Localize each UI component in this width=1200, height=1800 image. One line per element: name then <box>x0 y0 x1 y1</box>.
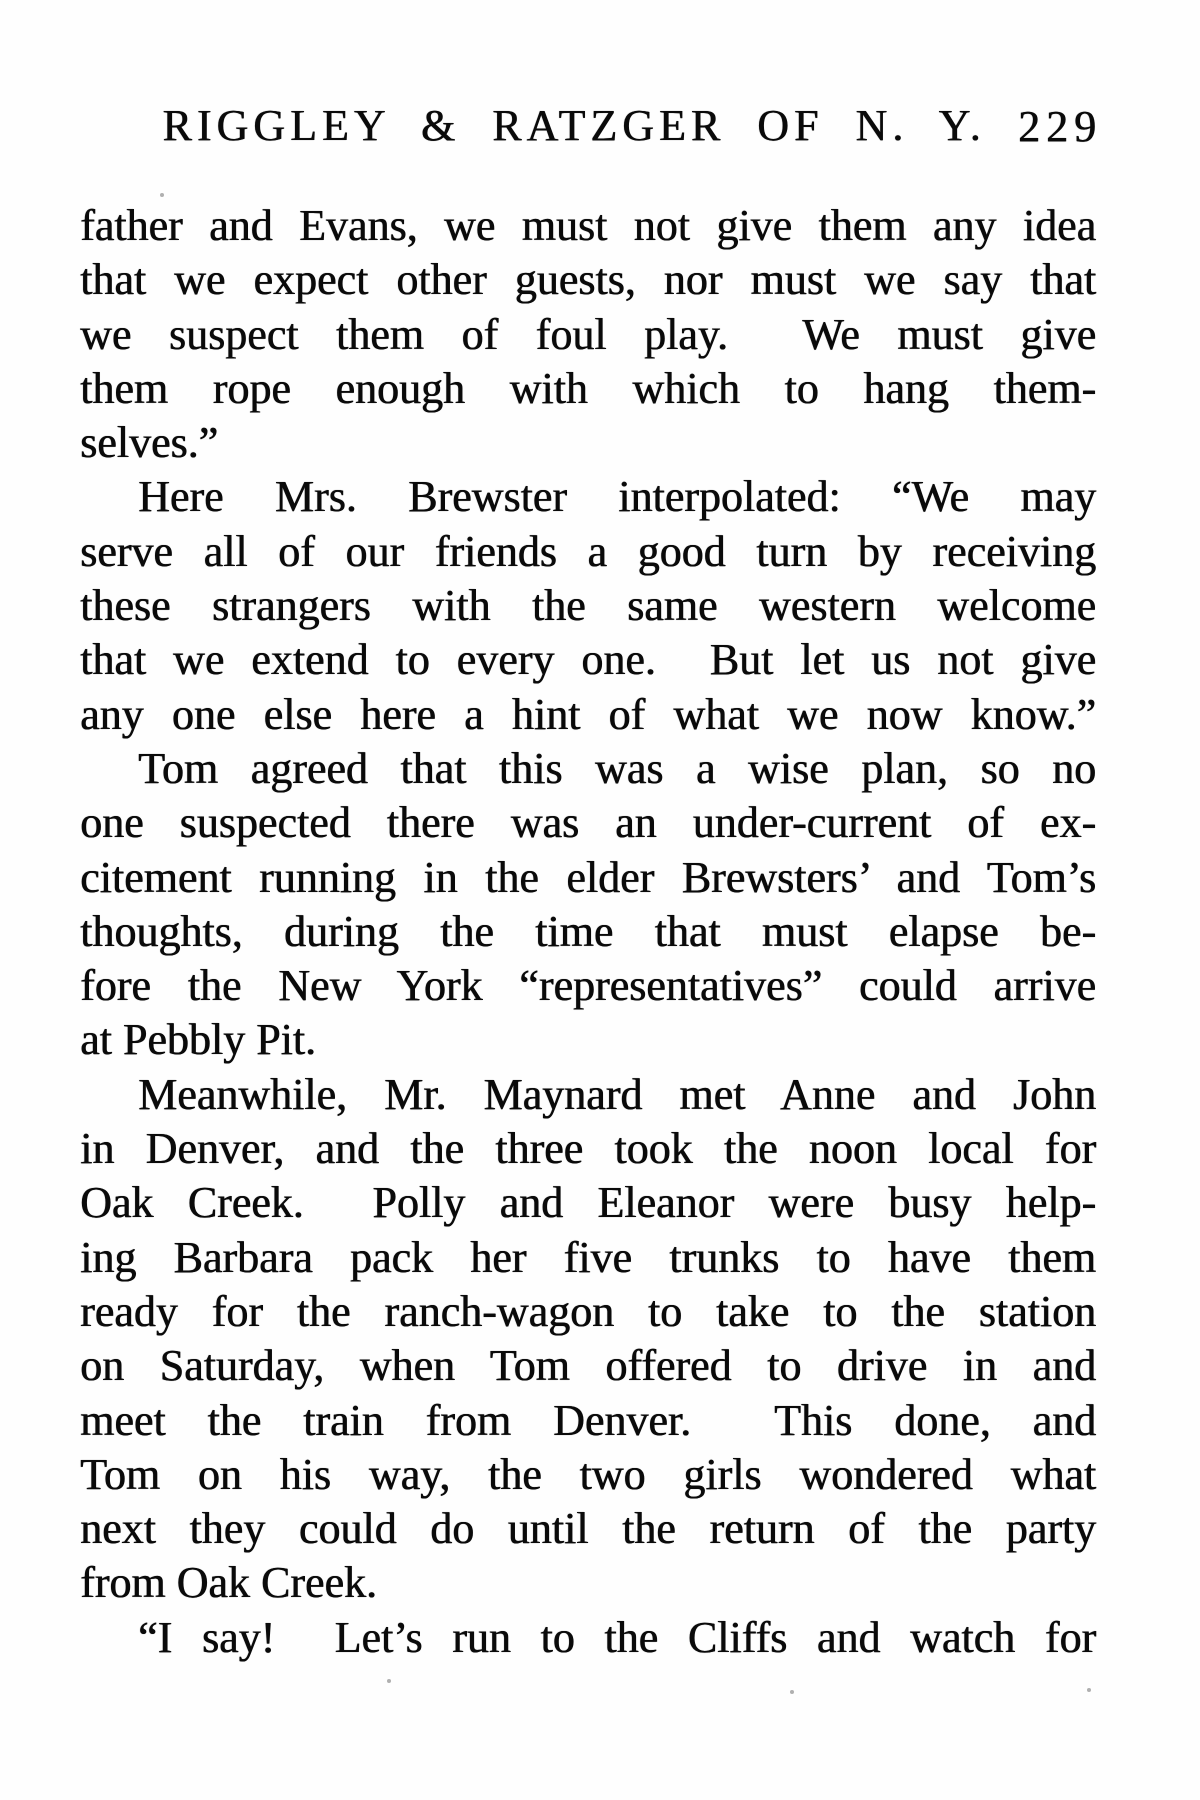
text-line: fore the New York “representatives” could arrive <box>80 961 1096 1011</box>
text-line: meet the train from Denver. This done, and <box>80 1395 1096 1445</box>
text-line: “I say! Let’s run to the Cliffs and watch for <box>138 1612 1096 1662</box>
text-line: father and Evans, we must not give them any idea <box>80 201 1096 250</box>
text-line: these strangers with the same western welcome <box>80 581 1096 631</box>
text-line: from Oak Creek. <box>80 1558 377 1608</box>
running-head <box>80 101 1102 151</box>
text-line: ready for the ranch-wagon to take to the station <box>80 1286 1096 1336</box>
text-line: thoughts, during the time that must elapse be- <box>80 906 1096 956</box>
text-line: citement running in the elder Brewsters’ and Tom’s <box>80 852 1096 902</box>
scan-speck <box>387 1679 391 1683</box>
text-line: serve all of our friends a good turn by receiving <box>80 526 1096 576</box>
text-line: Meanwhile, Mr. Maynard met Anne and John <box>138 1069 1096 1119</box>
text-line: in Denver, and the three took the noon local for <box>80 1124 1096 1174</box>
text-line: ing Barbara pack her five trunks to have them <box>80 1232 1096 1282</box>
text-line: we suspect them of foul play. We must give <box>80 309 1096 359</box>
text-line: that we extend to every one. But let us not give <box>80 635 1096 685</box>
page-number: 229 <box>1018 102 1102 151</box>
text-line: Tom on his way, the two girls wondered what <box>80 1449 1096 1499</box>
scan-speck <box>160 193 164 197</box>
text-line: Oak Creek. Polly and Eleanor were busy help- <box>80 1178 1096 1228</box>
text-line: them rope enough with which to hang them- <box>80 363 1096 413</box>
text-line: that we expect other guests, nor must we say that <box>80 255 1096 305</box>
text-line: selves.” <box>80 418 219 468</box>
text-line: any one else here a hint of what we now know.” <box>80 689 1096 739</box>
text-line: on Saturday, when Tom offered to drive in and <box>80 1341 1096 1391</box>
text-line: Tom agreed that this was a wise plan, so no <box>138 743 1096 793</box>
text-line: at Pebbly Pit. <box>80 1015 316 1065</box>
text-line: one suspected there was an under-current of ex- <box>80 798 1096 848</box>
scan-speck <box>1087 1688 1091 1692</box>
text-line: Here Mrs. Brewster interpolated: “We may <box>138 472 1096 522</box>
text-line: next they could do until the return of the party <box>80 1504 1096 1554</box>
scan-speck <box>790 1690 794 1694</box>
body-text <box>80 199 1096 1665</box>
running-title: RIGGLEY & RATZGER OF N. Y. <box>162 101 986 150</box>
